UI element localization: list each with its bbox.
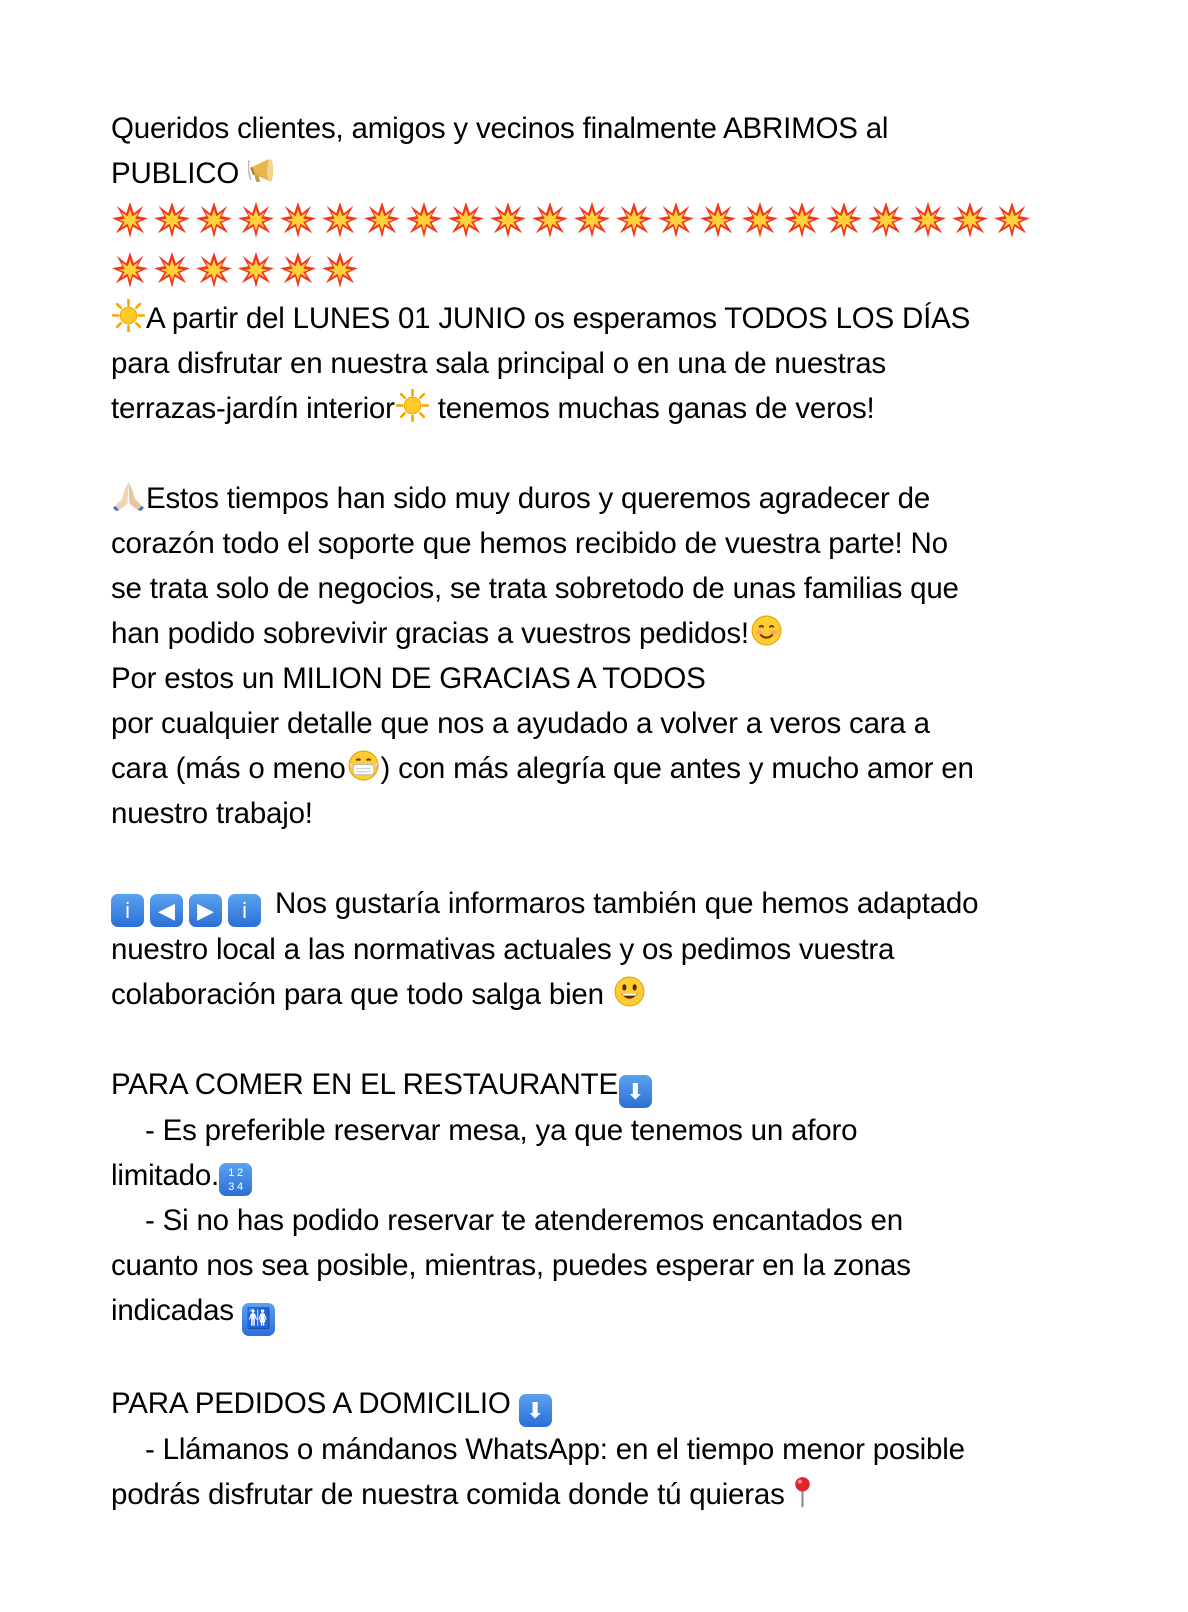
collision-icon bbox=[699, 201, 737, 239]
schedule-line-1: A partir del LUNES 01 JUNIO os esperamos TODOS LOS DÍAS bbox=[111, 296, 1071, 341]
information-icon: i bbox=[228, 894, 261, 927]
intro-line-2: PUBLICO bbox=[111, 151, 1071, 196]
play-button-icon: ▶ bbox=[189, 894, 222, 927]
sun-icon bbox=[112, 299, 145, 332]
thanks-line-6: por cualquier detalle que nos a ayudado a volver a veros cara a bbox=[111, 707, 930, 740]
collision-icon bbox=[153, 201, 191, 239]
info-line-2: nuestro local a las normativas actuales y os pedimos vuestra bbox=[111, 933, 895, 966]
collision-icon bbox=[111, 251, 149, 289]
restaurant-bullet-2-cont: cuanto nos sea posible, mientras, puedes esperar en la zonas bbox=[111, 1249, 911, 1282]
delivery-heading: PARA PEDIDOS A DOMICILIO ⬇ bbox=[111, 1381, 1071, 1427]
intro-line-1: Queridos clientes, amigos y vecinos finalmente ABRIMOS al bbox=[111, 112, 889, 145]
collision-icon bbox=[195, 251, 233, 289]
collision-icon bbox=[867, 201, 905, 239]
collision-icon bbox=[489, 201, 527, 239]
restaurant-bullet-1: - Es preferible reservar mesa, ya que tenemos un aforo bbox=[145, 1114, 858, 1147]
collision-icon bbox=[111, 201, 149, 239]
collision-icon-rows bbox=[111, 196, 1071, 296]
round-pushpin-icon bbox=[786, 1475, 819, 1508]
schedule-line-3: terrazas-jardín interior tenemos muchas ganas de veros! bbox=[111, 386, 1071, 431]
collision-icon bbox=[321, 251, 359, 289]
collision-icon bbox=[909, 201, 947, 239]
collision-icon bbox=[993, 201, 1031, 239]
collision-icon bbox=[615, 201, 653, 239]
face-with-mask-icon bbox=[347, 749, 380, 782]
collision-icon-row bbox=[111, 246, 1071, 296]
collision-icon bbox=[657, 201, 695, 239]
info-line-3: colaboración para que todo salga bien bbox=[111, 972, 1071, 1017]
collision-icon bbox=[405, 201, 443, 239]
megaphone-icon bbox=[248, 154, 281, 187]
schedule-line-2: para disfrutar en nuestra sala principal o en una de nuestras bbox=[111, 347, 886, 380]
down-arrow-icon: ⬇ bbox=[619, 1075, 652, 1108]
collision-icon bbox=[321, 201, 359, 239]
collision-icon bbox=[783, 201, 821, 239]
thanks-line-1: Estos tiempos han sido muy duros y queremos agradecer de bbox=[111, 476, 1071, 521]
thanks-line-2: corazón todo el soporte que hemos recibido de vuestra parte! No bbox=[111, 527, 948, 560]
thanks-line-7: cara (más o meno ) con más alegría que antes y mucho amor en bbox=[111, 746, 1071, 791]
collision-icon bbox=[279, 251, 317, 289]
thanks-line-3: se trata solo de negocios, se trata sobretodo de unas familias que bbox=[111, 572, 959, 605]
thanks-line-4: han podido sobrevivir gracias a vuestros pedidos! bbox=[111, 611, 1071, 656]
thanks-line-5: Por estos un MILION DE GRACIAS A TODOS bbox=[111, 662, 706, 695]
collision-icon bbox=[237, 201, 275, 239]
collision-icon bbox=[153, 251, 191, 289]
announcement-document bbox=[111, 106, 1071, 1517]
collision-icon bbox=[741, 201, 779, 239]
collision-icon bbox=[237, 251, 275, 289]
collision-icon bbox=[363, 201, 401, 239]
down-arrow-icon: ⬇ bbox=[519, 1394, 552, 1427]
reverse-button-icon: ◀ bbox=[150, 894, 183, 927]
collision-icon bbox=[825, 201, 863, 239]
thanks-line-8: nuestro trabajo! bbox=[111, 797, 313, 830]
input-numbers-icon: 1 2 3 4 bbox=[219, 1163, 252, 1196]
info-line-1: i ◀ ▶ i Nos gustaría informaros también que hemos adaptado bbox=[111, 881, 1071, 927]
folded-hands-icon bbox=[112, 479, 145, 512]
collision-icon-row bbox=[111, 196, 1071, 246]
grinning-face-icon bbox=[613, 975, 646, 1008]
collision-icon bbox=[573, 201, 611, 239]
collision-icon bbox=[195, 201, 233, 239]
collision-icon bbox=[447, 201, 485, 239]
restaurant-bullet-2-cont2: indicadas 🚻 bbox=[111, 1288, 1071, 1336]
delivery-bullet-1-cont: podrás disfrutar de nuestra comida donde tú quieras bbox=[111, 1472, 1071, 1517]
collision-icon bbox=[951, 201, 989, 239]
sun-icon bbox=[396, 389, 429, 422]
restaurant-bullet-1-cont: limitado. 1 2 3 4 bbox=[111, 1153, 1071, 1198]
smiling-face-icon bbox=[750, 614, 783, 647]
collision-icon bbox=[531, 201, 569, 239]
collision-icon bbox=[279, 201, 317, 239]
restroom-icon: 🚻 bbox=[242, 1303, 275, 1336]
restaurant-heading: PARA COMER EN EL RESTAURANTE ⬇ bbox=[111, 1062, 1071, 1108]
restaurant-bullet-2: - Si no has podido reservar te atenderemos encantados en bbox=[145, 1204, 903, 1237]
delivery-bullet-1: - Llámanos o mándanos WhatsApp: en el tiempo menor posible bbox=[145, 1433, 965, 1466]
information-icon: i bbox=[111, 894, 144, 927]
